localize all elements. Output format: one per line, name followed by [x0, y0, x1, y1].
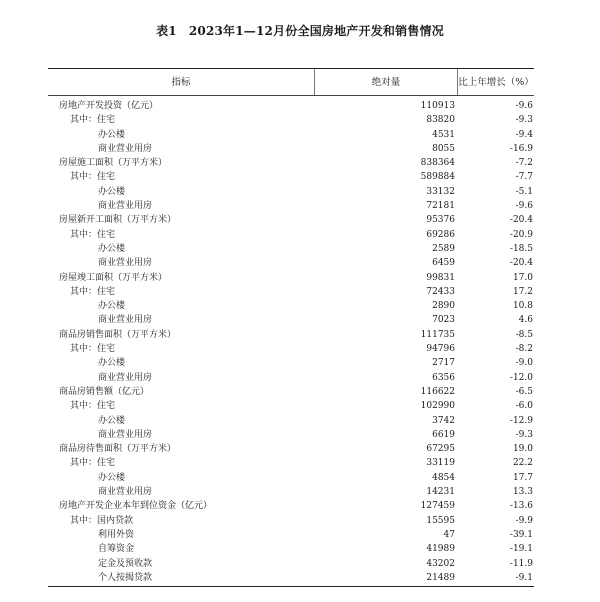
- row-change-value: -9.0: [515, 358, 533, 369]
- row-label: 其中：住宅: [70, 229, 116, 240]
- table-row: [48, 399, 534, 413]
- table-row: [48, 299, 534, 313]
- row-absolute-value: 6459: [432, 258, 455, 269]
- row-label: 办公楼: [98, 358, 126, 369]
- row-change-value: 22.2: [512, 458, 533, 469]
- row-absolute-value: 127459: [420, 501, 455, 512]
- row-change-value: -9.3: [515, 115, 533, 126]
- table-row: [48, 571, 534, 585]
- row-change-value: -6.5: [515, 386, 533, 397]
- table-row: [48, 213, 534, 227]
- row-absolute-value: 47: [443, 529, 455, 540]
- row-change-value: -12.0: [509, 372, 533, 383]
- row-absolute-value: 102990: [420, 401, 455, 412]
- row-change-value: -9.4: [515, 129, 533, 140]
- row-label: 其中：住宅: [70, 172, 116, 183]
- row-change-value: -16.9: [509, 143, 533, 154]
- row-label: 房屋竣工面积（万平方米）: [59, 272, 168, 283]
- row-change-value: -11.9: [509, 558, 533, 569]
- row-change-value: -8.2: [515, 344, 533, 355]
- row-label: 房地产开发投资（亿元）: [59, 101, 159, 111]
- row-change-value: -9.6: [515, 101, 533, 111]
- header-absolute: 绝对量: [314, 69, 457, 95]
- row-absolute-value: 2589: [432, 243, 455, 254]
- row-label: 办公楼: [98, 415, 126, 426]
- table-row: [48, 557, 534, 571]
- row-absolute-value: 4531: [432, 129, 455, 140]
- row-absolute-value: 72433: [426, 286, 455, 297]
- row-absolute-value: 2717: [432, 358, 455, 369]
- row-absolute-value: 99831: [426, 272, 455, 283]
- table-row: [48, 142, 534, 156]
- row-absolute-value: 69286: [426, 229, 455, 240]
- table-row: [48, 228, 534, 242]
- row-label: 商业营业用房: [98, 315, 153, 326]
- row-change-value: -13.6: [509, 501, 533, 512]
- row-label: 利用外资: [98, 529, 135, 540]
- table-header: [48, 69, 534, 96]
- row-change-value: -7.7: [515, 172, 533, 183]
- table-row: [48, 128, 534, 142]
- row-label: 其中：住宅: [70, 115, 116, 126]
- row-absolute-value: 838364: [420, 158, 455, 169]
- table-row: [48, 328, 534, 342]
- row-change-value: -8.5: [515, 329, 533, 340]
- header-change: 比上年增长（%）: [457, 69, 534, 95]
- row-absolute-value: 6619: [432, 429, 455, 440]
- table-row: [48, 285, 534, 299]
- row-label: 商业营业用房: [98, 258, 153, 269]
- table-row: [48, 170, 534, 184]
- table-row: [48, 442, 534, 456]
- data-table: [48, 68, 534, 587]
- row-label: 商品房销售面积（万平方米）: [59, 329, 177, 340]
- table-title-text: 2023年1—12月份全国房地产开发和销售情况: [188, 24, 444, 38]
- row-change-value: -18.5: [509, 243, 533, 254]
- table-row: [48, 185, 534, 199]
- row-label: 其中：住宅: [70, 286, 116, 297]
- row-change-value: 17.7: [512, 472, 533, 483]
- row-label: 其中：国内贷款: [70, 515, 134, 526]
- row-absolute-value: 33132: [426, 186, 455, 197]
- row-absolute-value: 94796: [426, 344, 455, 355]
- row-label: 房屋新开工面积（万平方米）: [59, 215, 177, 226]
- row-absolute-value: 111735: [420, 329, 455, 340]
- row-label: 自筹资金: [98, 544, 135, 555]
- row-label: 商业营业用房: [98, 201, 153, 212]
- table-row: [48, 356, 534, 370]
- table-row: [48, 156, 534, 170]
- row-absolute-value: 14231: [426, 487, 455, 498]
- table-title: [0, 22, 600, 39]
- table-row: [48, 242, 534, 256]
- row-change-value: -6.0: [515, 401, 533, 412]
- table-row: [48, 342, 534, 356]
- table-row: [48, 199, 534, 213]
- row-change-value: -9.9: [515, 515, 533, 526]
- table-row: [48, 542, 534, 556]
- table-body: [48, 96, 534, 586]
- row-change-value: -9.1: [515, 572, 533, 583]
- row-absolute-value: 43202: [426, 558, 455, 569]
- table-row: [48, 485, 534, 499]
- row-label: 办公楼: [98, 243, 126, 254]
- row-change-value: -20.4: [509, 215, 533, 226]
- row-absolute-value: 589884: [420, 172, 455, 183]
- row-absolute-value: 72181: [426, 201, 455, 212]
- table-row: [48, 99, 534, 113]
- row-label: 个人按揭贷款: [98, 572, 153, 583]
- row-label: 其中：住宅: [70, 458, 116, 469]
- row-change-value: 4.6: [518, 315, 533, 326]
- table-row: [48, 528, 534, 542]
- table-row: [48, 385, 534, 399]
- row-absolute-value: 41989: [426, 544, 455, 555]
- row-absolute-value: 15595: [426, 515, 455, 526]
- row-absolute-value: 67295: [426, 444, 455, 455]
- row-change-value: -19.1: [509, 544, 533, 555]
- row-label: 其中：住宅: [70, 344, 116, 355]
- row-label: 办公楼: [98, 186, 126, 197]
- table-row: [48, 371, 534, 385]
- row-change-value: 19.0: [512, 444, 533, 455]
- table-row: [48, 456, 534, 470]
- table-row: [48, 471, 534, 485]
- row-change-value: -20.4: [509, 258, 533, 269]
- table-row: [48, 428, 534, 442]
- row-absolute-value: 8055: [432, 143, 455, 154]
- table-row: [48, 414, 534, 428]
- row-label: 房地产开发企业本年到位资金（亿元）: [59, 501, 213, 512]
- row-absolute-value: 7023: [432, 315, 455, 326]
- row-label: 商业营业用房: [98, 372, 153, 383]
- row-absolute-value: 4854: [432, 472, 455, 483]
- row-label: 定金及预收款: [98, 558, 153, 569]
- row-change-value: 17.2: [512, 286, 533, 297]
- table-row: [48, 113, 534, 127]
- row-change-value: 13.3: [512, 487, 533, 498]
- table-row: [48, 499, 534, 513]
- table-row: [48, 313, 534, 327]
- row-absolute-value: 3742: [432, 415, 455, 426]
- row-change-value: -20.9: [509, 229, 533, 240]
- table-row: [48, 514, 534, 528]
- table-number: 表1: [156, 24, 177, 38]
- row-label: 商业营业用房: [98, 143, 153, 154]
- table-row: [48, 256, 534, 270]
- row-label: 商品房销售额（亿元）: [59, 386, 150, 397]
- row-change-value: -9.3: [515, 429, 533, 440]
- row-absolute-value: 2890: [432, 301, 455, 312]
- row-change-value: -39.1: [509, 529, 533, 540]
- row-change-value: -7.2: [515, 158, 533, 169]
- row-label: 商品房待售面积（万平方米）: [59, 444, 177, 455]
- row-absolute-value: 95376: [426, 215, 455, 226]
- row-change-value: -5.1: [515, 186, 533, 197]
- table-row: [48, 271, 534, 285]
- row-change-value: -9.6: [515, 201, 533, 212]
- row-absolute-value: 83820: [426, 115, 455, 126]
- row-label: 办公楼: [98, 472, 126, 483]
- header-indicator: 指标: [171, 77, 191, 88]
- row-absolute-value: 21489: [426, 572, 455, 583]
- row-absolute-value: 116622: [420, 386, 455, 397]
- row-change-value: -12.9: [509, 415, 533, 426]
- row-label: 其中：住宅: [70, 401, 116, 412]
- row-absolute-value: 110913: [420, 101, 455, 111]
- row-absolute-value: 6356: [432, 372, 455, 383]
- row-absolute-value: 33119: [426, 458, 455, 469]
- row-change-value: 10.8: [512, 301, 533, 312]
- row-label: 商业营业用房: [98, 487, 153, 498]
- row-label: 办公楼: [98, 301, 126, 312]
- row-change-value: 17.0: [512, 272, 533, 283]
- row-label: 房屋施工面积（万平方米）: [59, 158, 168, 169]
- row-label: 办公楼: [98, 129, 126, 140]
- row-label: 商业营业用房: [98, 429, 153, 440]
